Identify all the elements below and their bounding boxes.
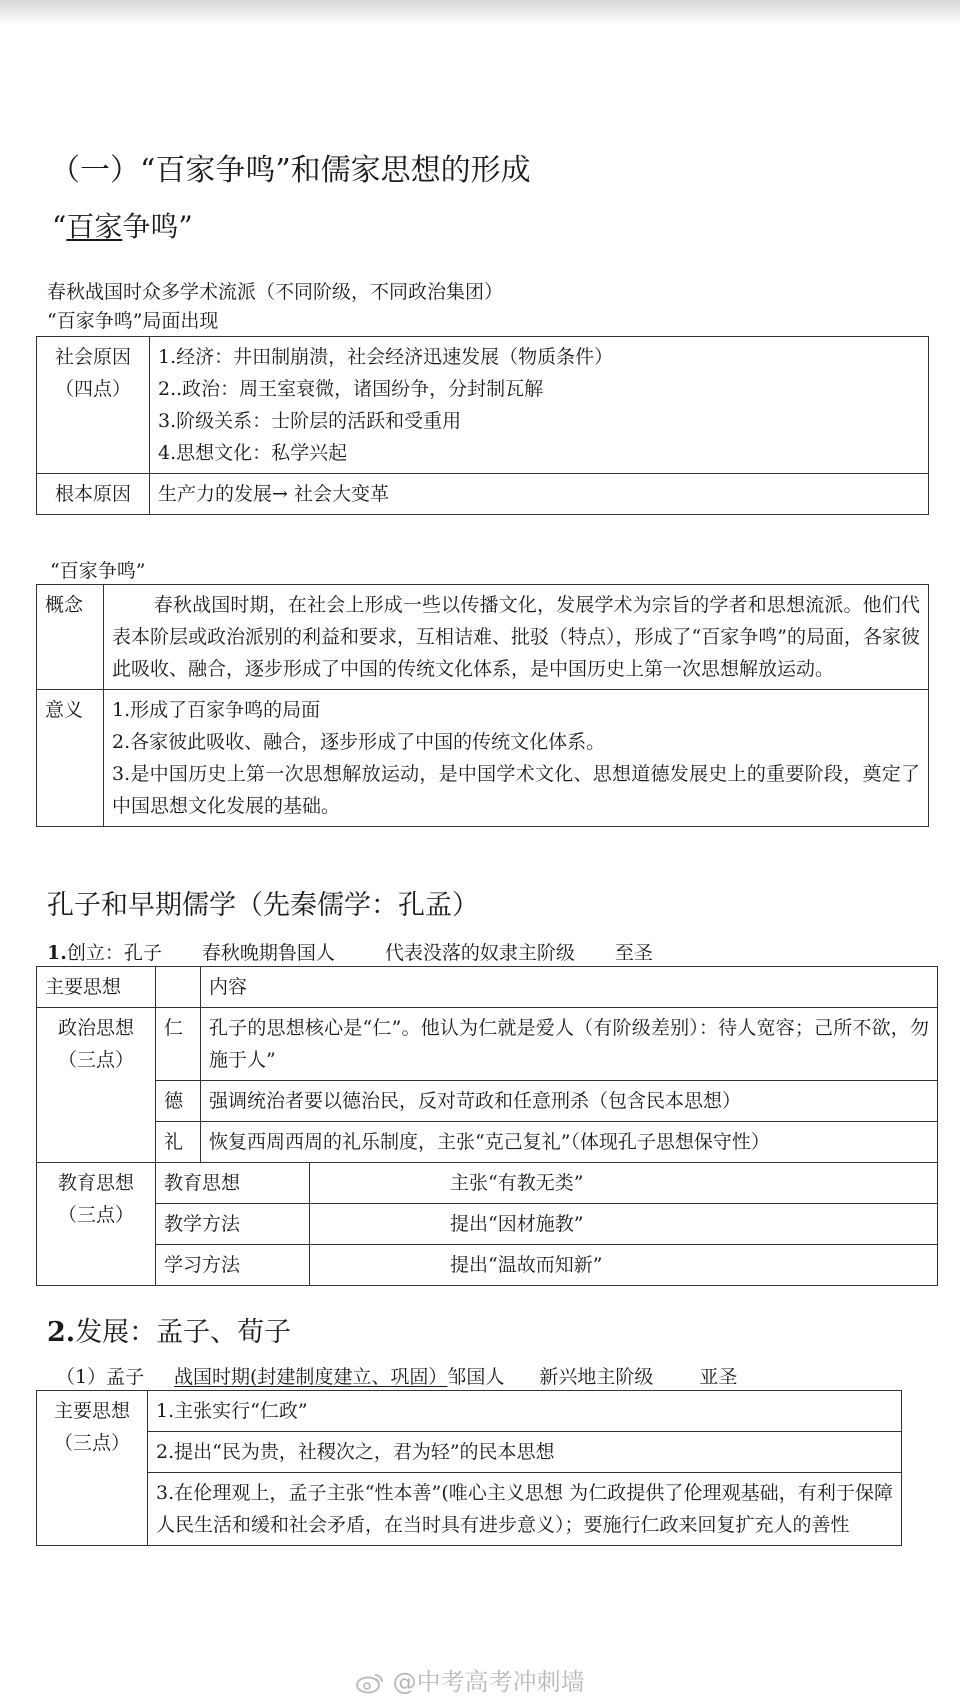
reasons-table [36, 336, 929, 515]
table-row [37, 967, 938, 1008]
intro-line: 春秋战国时众多学术流派（不同阶级，不同政治集团） [47, 281, 504, 303]
confucius-heading: 孔子和早期儒学（先秦儒学：孔孟） [47, 890, 479, 921]
watermark-text: @中考高考冲刺墙 [392, 1668, 585, 1696]
edu-row-text: 提出“温故而知新” [309, 1245, 937, 1286]
founding-part: 创立：孔子 [66, 942, 162, 964]
underlined-text: 百家 [66, 210, 123, 243]
mencius-line [56, 1362, 737, 1389]
edu-label: 教育思想 [57, 1172, 134, 1194]
list-item: 3.是中国历史上第一次思想解放运动，是中国学术文化、思想道德发展史上的重要阶段，奠定了中国思想文化发展的基础。 [112, 763, 920, 817]
table-row [37, 1204, 938, 1245]
mencius-prefix: （1）孟子 [56, 1366, 145, 1388]
section-title: （一）“百家争鸣”和儒家思想的形成 [50, 153, 531, 188]
confucius-table [36, 966, 938, 1286]
bai-jia-heading [52, 205, 193, 245]
header-content: 内容 [201, 967, 938, 1008]
table-row [37, 690, 929, 827]
ren-text: 孔子的思想核心是“仁”。他认为仁就是爱人（有阶级差别）：待人宽容；己所不欲，勿施于人” [201, 1008, 938, 1081]
edu-row-label: 教学方法 [156, 1204, 310, 1245]
social-reason-sub: （四点） [54, 378, 131, 400]
table-row [37, 1163, 938, 1204]
table-row [37, 1008, 938, 1081]
header-empty [156, 967, 201, 1008]
edu-row-label: 学习方法 [156, 1245, 310, 1286]
mencius-period: 战国时期(封建制度建立、巩固） [174, 1366, 448, 1388]
concept-text: 春秋战国时期，在社会上形成一些以传播文化，发展学术为宗旨的学者和思想流派。他们代表本阶层或政治派别的利益和要求，互相诘难、批驳（特点），形成了“百家争鸣”的局面，各家彼此吸收、融合，逐步形成了中国的传统文化体系，是中国历史上第一次思想解放运动。 [104, 585, 929, 690]
table-row [37, 1432, 902, 1473]
list-item: 1.形成了百家争鸣的局面 [112, 699, 321, 721]
table-row [37, 1081, 938, 1122]
table-row [37, 1391, 902, 1432]
list-item: 3.阶级关系：士阶层的活跃和受重用 [158, 410, 462, 432]
political-label: 政治思想 [57, 1017, 134, 1039]
mencius-part: 邹国人 [447, 1366, 505, 1388]
header-main: 主要思想 [37, 967, 156, 1008]
social-reason-label-cell [37, 337, 150, 474]
founding-num: 1. [47, 942, 67, 964]
table-row [37, 337, 929, 474]
edu-row-label: 教育思想 [156, 1163, 310, 1204]
table-row [37, 585, 929, 690]
edu-row-text: 主张“有教无类” [309, 1163, 937, 1204]
mencius-item: 1.主张实行“仁政” [148, 1391, 902, 1432]
de-text: 强调统治者要以德治民，反对苛政和任意刑杀（包含民本思想） [201, 1081, 938, 1122]
mencius-table [36, 1390, 902, 1546]
top-shade [0, 0, 960, 26]
political-sub: （三点） [57, 1049, 134, 1071]
li-text: 恢复西周西周的礼乐制度，主张“克己复礼”（体现孔子思想保守性） [201, 1122, 938, 1163]
ren-label: 仁 [156, 1008, 201, 1081]
concept-table [36, 584, 929, 827]
meaning-items [104, 690, 929, 827]
edu-row-text: 提出“因材施教” [309, 1204, 937, 1245]
mencius-label: 主要思想 [53, 1400, 130, 1422]
appear-line: “百家争鸣”局面出现 [47, 310, 219, 332]
social-reason-label: 社会原因 [54, 346, 131, 368]
mencius-part: 新兴地主阶级 [539, 1366, 654, 1388]
edu-sub: （三点） [57, 1204, 134, 1226]
founding-part: 至圣 [614, 942, 653, 964]
mencius-label-cell [37, 1391, 148, 1546]
root-reason-text: 生产力的发展→ 社会大变革 [150, 474, 929, 515]
de-label: 德 [156, 1081, 201, 1122]
bai-jia-label: “百家争鸣” [50, 560, 146, 582]
mencius-item: 3.在伦理观上，孟子主张“性本善”(唯心主义思想 为仁政提供了伦理观基础，有利于保障人民生活和缓和社会矛盾，在当时具有进步意义）；要施行仁政来回复扩充人的善性 [148, 1473, 902, 1546]
social-reason-items [150, 337, 929, 474]
list-item: 4.思想文化：私学兴起 [158, 442, 348, 464]
mencius-part: 亚圣 [699, 1366, 738, 1388]
founding-part: 代表没落的奴隶主阶级 [384, 942, 575, 964]
table-row [37, 1473, 902, 1546]
li-label: 礼 [156, 1122, 201, 1163]
table-row [37, 1245, 938, 1286]
list-item: 2..政治：周王室衰微，诸国纷争，分封制瓦解 [158, 378, 544, 400]
meaning-label: 意义 [37, 690, 104, 827]
heading-rest: 争鸣” [122, 210, 193, 243]
founding-part: 春秋晚期鲁国人 [201, 942, 335, 964]
watermark [355, 1662, 585, 1697]
development-text: 发展：孟子、荀子 [75, 1317, 292, 1348]
table-row [37, 474, 929, 515]
weibo-icon [355, 1672, 385, 1694]
mencius-sub: （三点） [53, 1432, 130, 1454]
quote-open: “ [52, 210, 67, 243]
root-reason-label: 根本原因 [37, 474, 150, 515]
table-row [37, 1122, 938, 1163]
list-item: 1.经济：井田制崩溃，社会经济迅速发展（物质条件） [158, 346, 614, 368]
list-item: 2.各家彼此吸收、融合，逐步形成了中国的传统文化体系。 [112, 731, 606, 753]
mencius-item: 2.提出“民为贵，社稷次之，君为轻”的民本思想 [148, 1432, 902, 1473]
political-label-cell [37, 1008, 156, 1163]
development-heading [47, 1310, 291, 1349]
founding-line [47, 938, 653, 965]
development-num: 2. [47, 1317, 76, 1348]
edu-label-cell [37, 1163, 156, 1286]
concept-label: 概念 [37, 585, 104, 690]
